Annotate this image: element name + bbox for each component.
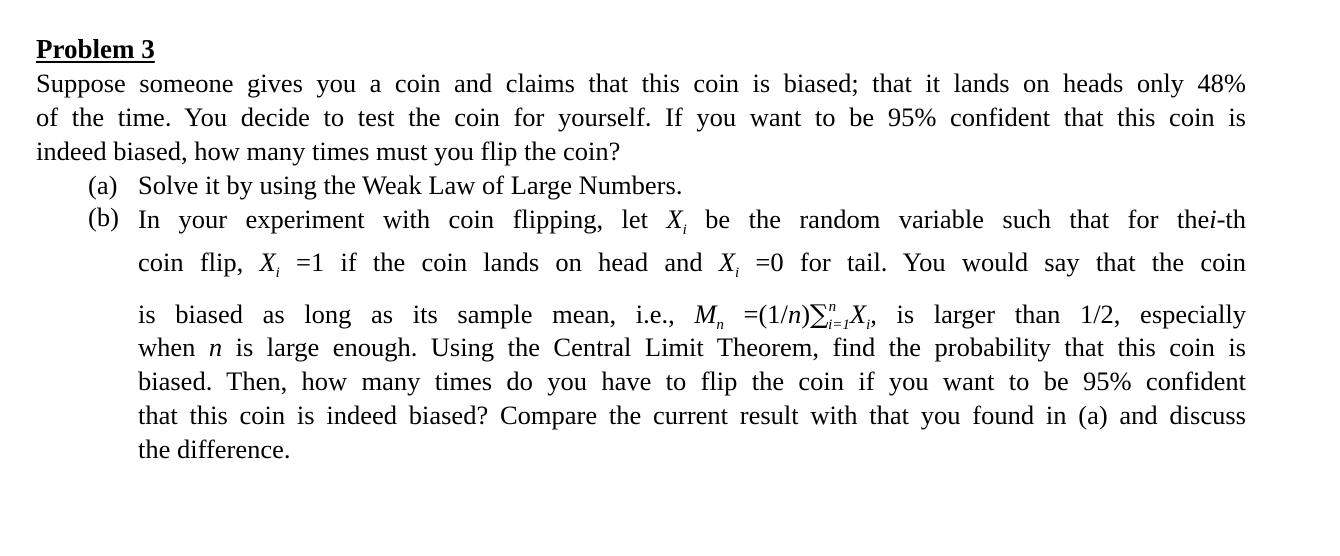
part-b-marker: (b) [88, 202, 119, 232]
part-b-line-4-text-a: when [138, 332, 196, 362]
intro-line-1: Suppose someone gives you a coin and claims that this coin is biased; that it lands on heads only 48% [36, 68, 1246, 98]
part-a [36, 168, 1246, 202]
part-b-line-3-text-a: is biased as long as its sample mean, i.e., [138, 299, 675, 329]
problem-title: Problem 3 [36, 34, 155, 64]
part-b-line-4-text-b: is large enough. Using the Central Limit Theorem, find the probability that this coin is [235, 332, 1246, 362]
math-x-i: $X_i$ [666, 204, 687, 238]
part-b-line-2-text-c: for tail. You would say that the coin [799, 247, 1247, 277]
part-b-line-3-text-b: , is larger than 1/2, especially [870, 299, 1247, 329]
part-b-line-4 [138, 330, 1246, 364]
part-a-marker: (a) [88, 170, 118, 200]
part-b-line-1 [138, 202, 1246, 236]
math-x-i-equals-0: $X_i =0$ [718, 247, 784, 281]
part-b-line-2-text-b: if the coin lands on head and [340, 247, 703, 277]
part-b-line-1-text-b: be the random variable such that for the [705, 204, 1210, 234]
sum-icon: ∑ [810, 300, 829, 330]
intro-line-3: indeed biased, how many times must you flip the coin? [36, 136, 621, 166]
intro-line-2: of the time. You decide to test the coin for yourself. If you want to be 95% confident that this coin is [36, 102, 1246, 132]
part-b-line-1-text-c: -th [1216, 204, 1247, 234]
part-b-line-3 [138, 284, 1247, 333]
math-x-i-equals-1: $X_i =1$ [259, 247, 325, 281]
part-b-line-2-text-a: coin flip, [138, 247, 244, 277]
problem-document [36, 32, 1246, 466]
part-a-text: Solve it by using the Weak Law of Large Numbers. [138, 170, 683, 200]
part-b-line-1-text-a: In your experiment with coin flipping, let [138, 204, 648, 234]
part-b [36, 202, 1246, 466]
math-sample-mean: $M_n =(1/n)\sum^n_{i=1}X_i$ [694, 299, 871, 333]
part-b-line-5: biased. Then, how many times do you have to flip the coin if you want to be 95% confident [138, 366, 1246, 396]
part-b-line-2 [138, 240, 1246, 284]
part-b-line-6: that this coin is indeed biased? Compare the current result with that you found in (a) and discuss [138, 400, 1246, 430]
math-i: i [1209, 204, 1217, 234]
part-b-line-7: the difference. [138, 434, 291, 464]
math-n: n [208, 332, 223, 362]
